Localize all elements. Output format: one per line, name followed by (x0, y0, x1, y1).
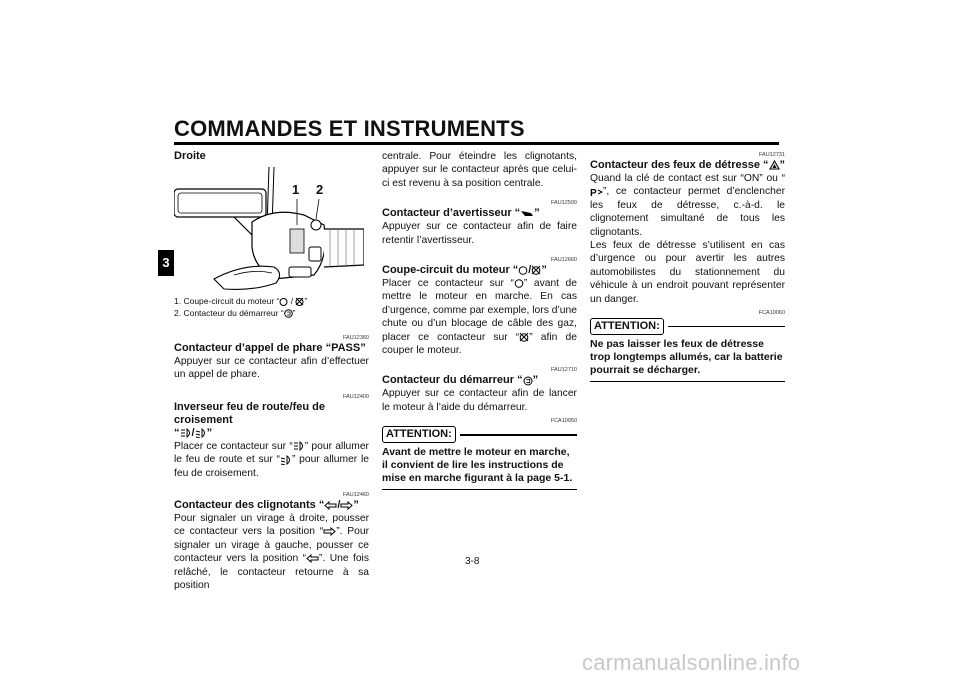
hazard-body-1 (590, 172, 785, 239)
hazard-title-b: ” (779, 159, 786, 171)
column-right (590, 150, 785, 382)
turn-body-b: ”. Pour signaler un virage à gauche, pousser ce contacteur vers la position “ (174, 526, 369, 565)
attention-rule-2 (668, 326, 785, 328)
figure-label-1: 1 (292, 182, 300, 197)
code-fau12460: FAU12460 (343, 492, 369, 499)
dimmer-body-a: Placer ce contacteur sur “ (174, 440, 293, 452)
code-fau12360: FAU12360 (343, 335, 369, 341)
chapter-tab: 3 (158, 250, 174, 276)
hazard-body-2: Les feux de détresse s’utilisent en cas d’urgence ou pour avertir les autres automobilistes du stationnement du véhicule à un endroit pouvant représenter un danger. (590, 240, 785, 305)
caption-1-suffix: ” (304, 296, 308, 306)
pass-switch-heading: Contacteur d’appel de phare “PASS” (174, 342, 366, 354)
engine-run-icon (514, 278, 524, 288)
caption-2-prefix: 2. Contacteur du démarreur “ (174, 308, 284, 318)
turn-signal-heading (174, 499, 369, 512)
starter-icon (523, 376, 533, 386)
dimmer-switch-heading-symbols (174, 427, 369, 440)
horn-heading (382, 207, 577, 220)
hazard-body-b: ”, ce contacteur permet d’enclencher les feux de détresse, c.-à-d. le clignotement simultané de tous les clignotants. (590, 186, 785, 238)
handlebar-illustration (174, 167, 364, 293)
turn-right-icon (340, 501, 353, 510)
attention-label: ATTENTION: (382, 426, 456, 443)
figure-label-2: 2 (316, 182, 324, 197)
stop-body-b: ” avant de mettre le moteur en marche. En cas d’urgence, comme par exemple, lors d’une chute ou d’un blocage de câble des gaz, placer ce contacteur sur “ (382, 278, 577, 343)
engine-run-icon (279, 297, 288, 306)
engine-stop-icon (519, 332, 529, 342)
turn-body-a: Pour signaler un virage à droite, pousser ce contacteur vers la position “ (174, 513, 369, 538)
stop-title-b: ” (541, 264, 547, 277)
attention-label-2: ATTENTION: (590, 318, 664, 335)
parking-icon (590, 187, 603, 197)
hazard-body-a: Quand la clé de contact est sur “ON” ou “ (590, 173, 785, 184)
turn-title-a: Contacteur des clignotants “ (174, 499, 325, 512)
figure-caption-2 (174, 307, 369, 319)
dimmer-sep: / (191, 426, 195, 439)
dimmer-open-quote: “ (174, 426, 180, 439)
code-fau12731: FAU12731 (759, 152, 785, 158)
turn-left-icon (306, 554, 319, 563)
attention-rule (460, 434, 577, 436)
horn-title-b: ” (534, 207, 540, 220)
caption-2-suffix: ” (292, 308, 296, 318)
horn-icon (520, 209, 534, 218)
horn-title-a: Contacteur d’avertisseur “ (382, 207, 521, 220)
hazard-title-a: Contacteur des feux de détresse “ (590, 159, 769, 171)
pass-switch-body: Appuyer sur ce contacteur afin d’effectuer un appel de phare. (174, 356, 369, 381)
handlebar-switch-figure (174, 167, 364, 293)
turn-title-sep: / (337, 499, 341, 512)
code-fca10060: FCA10060 (758, 310, 785, 317)
turn-title-b: ” (353, 499, 359, 512)
dimmer-body-c: ” pour allumer le feu de croisement. (174, 454, 369, 479)
header-rule (174, 142, 779, 145)
stop-body-a: Placer ce contacteur sur “ (382, 278, 514, 290)
stop-title-a: Coupe-circuit du moteur “ (382, 264, 519, 277)
turn-signal-continued: centrale. Pour éteindre les clignotants, appuyer sur le contacteur après que celui-ci est revenu à sa position centrale. (382, 151, 577, 189)
column-middle (382, 150, 577, 490)
turn-signal-body (174, 512, 369, 592)
svg-text:P: P (590, 187, 597, 197)
high-beam-icon (293, 441, 305, 451)
hazard-heading (590, 159, 785, 172)
starter-title-b: ” (532, 374, 539, 387)
page-title: COMMANDES ET INSTRUMENTS (174, 116, 525, 141)
caption-1-mid: / (288, 296, 296, 306)
dimmer-switch-body (174, 440, 369, 480)
code-fau12660: FAU12660 (551, 257, 577, 264)
turn-left-icon (324, 501, 337, 510)
dimmer-close-quote: ” (206, 426, 213, 439)
attention-text: Avant de mettre le moteur en marche, il convient de lire les instructions de mise en marche figurant à la page 5-1. (382, 446, 577, 490)
figure-caption-1 (174, 295, 369, 307)
starter-heading (382, 374, 577, 387)
turn-right-icon (323, 527, 336, 536)
starter-body: Appuyer sur ce contacteur afin de lancer le moteur à l’aide du démarreur. (382, 388, 577, 413)
high-beam-icon (180, 428, 192, 438)
code-fau12710: FAU12710 (551, 367, 577, 374)
attention-banner (382, 426, 577, 443)
starter-title-a: Contacteur du démarreur “ (382, 374, 523, 387)
low-beam-icon (195, 428, 207, 438)
engine-run-icon (518, 265, 528, 275)
code-fau12400: FAU12400 (343, 393, 369, 400)
page-number: 3-8 (465, 556, 480, 567)
attention-banner-2 (590, 318, 785, 335)
horn-body: Appuyer sur ce contacteur afin de faire retentir l’avertisseur. (382, 221, 577, 246)
stop-title-sep: / (528, 264, 532, 277)
column-left (174, 150, 369, 592)
stop-body-c: ” afin de couper le moteur. (382, 331, 577, 357)
low-beam-icon (280, 455, 292, 465)
dimmer-body-b: ” pour allumer le feu de route et sur “ (174, 440, 369, 466)
code-fau12500: FAU12500 (551, 200, 577, 207)
starter-icon (284, 309, 293, 318)
watermark: carmanualsonline.info (582, 650, 801, 675)
hazard-icon (769, 160, 780, 170)
code-fca10050: FCA10050 (550, 418, 577, 425)
engine-stop-icon (531, 265, 541, 275)
engine-stop-body (382, 277, 577, 357)
turn-body-c: ”. Une fois relâché, le contacteur retourne à sa position (174, 553, 369, 592)
engine-stop-heading (382, 264, 577, 277)
dimmer-switch-heading: Inverseur feu de route/feu de croisement (174, 400, 325, 426)
section-heading-droite: Droite (174, 150, 206, 162)
attention-text-2: Ne pas laisser les feux de détresse trop longtemps allumés, car la batterie pourrait se décharger. (590, 338, 785, 382)
caption-1-prefix: 1. Coupe-circuit du moteur “ (174, 296, 280, 306)
